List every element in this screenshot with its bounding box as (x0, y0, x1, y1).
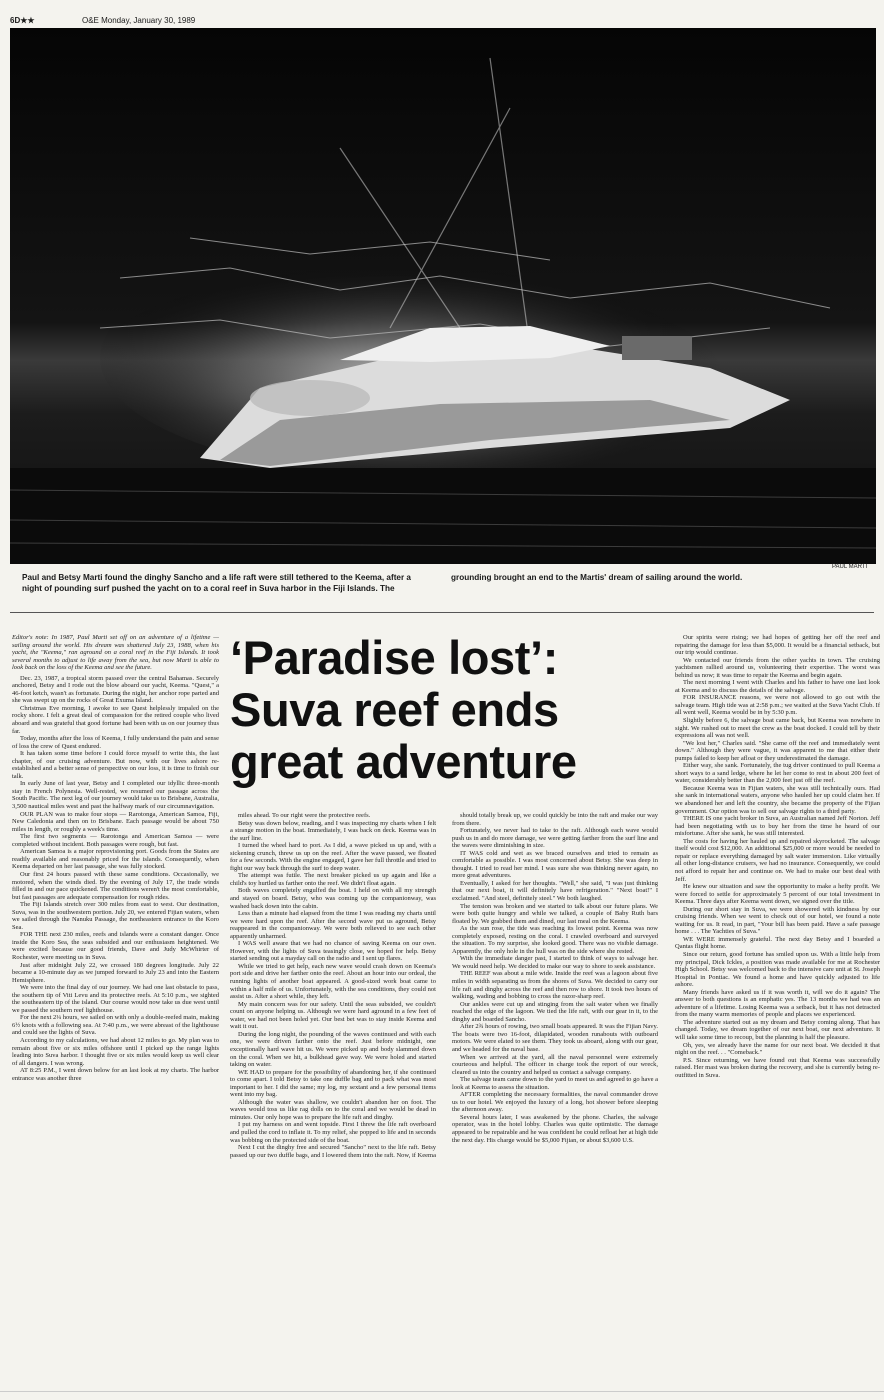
article-paragraph: Editor's note: In 1987, Paul Marti set off on an adventure of a lifetime — sailing around the world. His dream was shattered July 23, 1988, when his yacht, the "Keema," ran aground on a coral reef in the Fiji Islands. It took several months to adjust to life away from the sea, but now Marti is able to look back on the loss of the Keema and see the future. (12, 634, 219, 672)
wreck-photo (10, 28, 876, 564)
article-paragraph: The costs for having her hauled up and repaired skyrocketed. The salvage itself would cost $12,000. An additional $25,000 or more would be needed to repair or replace everything damaged by salt water immersion. Like virtually all other long-distance cruisers, we had no insurance. Consequently, we could not afford to repair her and continue on. We had to make our best deal with Jeff. (675, 837, 880, 883)
article-paragraph: I put my harness on and went topside. First I threw the life raft overboard and pulled the cord to inflate it. To my relief, she popped to life and in seconds was bobbing on the protected side of the boat. (230, 1121, 436, 1144)
article-paragraph: As the sun rose, the tide was reaching its lowest point. Keema was now completely exposed, resting on the coral. I crawled overboard and surveyed the situation. To my surprise, she looked good. There was no visible damage. Apparently, the only hole in the hull was on the side where she rested. (452, 925, 658, 955)
headline (230, 632, 666, 788)
article-column-4 (675, 634, 880, 1392)
article-paragraph: Our first 24 hours passed with these same conditions. Occasionally, we motored, when the winds died. By the evening of July 17, the trade winds filled in and our pace quickened. The conditions weren't the most comfortable, but fast passages are adequate compensation for rough rides. (12, 870, 219, 901)
article-paragraph: He knew our situation and saw the opportunity to make a hefty profit. We were forced to settle for approximately 5 percent of our total investment in Keema. Three days after Keema went down, we signed over the title. (675, 883, 880, 906)
article-paragraph: IT WAS cold and wet as we braced ourselves and tried to remain as comfortable as possible. I was most concerned about Betsy. She was deep in thought. I tried to read her mind. I was sure she was thinking never again, no more great adventures. (452, 849, 658, 880)
article-paragraph: The salvage team came down to the yard to meet us and agreed to go have a look at Keema to assess the situation. (452, 1076, 658, 1091)
article-paragraph: For the next 2¼ hours, we sailed on with only a double-reefed main, making 6½ knots with a following sea. At 7:40 p.m., we were abreast of the lighthouse and could see the lights of Suva. (12, 1014, 219, 1037)
photo-credit: PAUL MARTI (832, 564, 868, 570)
article-paragraph: The next morning I went with Charles and his father to have one last look at Keema and to discuss the details of the salvage. (675, 679, 880, 694)
article-paragraph: With the immediate danger past, I started to think of ways to salvage her. We would need help. We decided to make our way to shore to seek assistance. (452, 955, 658, 970)
article-paragraph: Several hours later, I was awakened by the phone. Charles, the salvage operator, was in the hotel lobby. Charles was quite optimistic. The damage appeared to be repairable and he was confident he could refloat her at high tide the next day. His charge would be $5,000 Fijian, or about $3,600 U.S. (452, 1113, 658, 1144)
article-paragraph: should totally break up, we could quickly be into the raft and make our way from there. (452, 812, 658, 827)
headline-line-1: ‘Paradise lost’: (230, 631, 558, 684)
article-paragraph: AFTER completing the necessary formalities, the naval commander drove us to our hotel. We enjoyed the luxury of a long, hot shower before sleeping the afternoon away. (452, 1091, 658, 1114)
article-paragraph: miles ahead. To our right were the protective reefs. (238, 812, 371, 819)
article-paragraph: Our ankles were cut up and stinging from the salt water when we finally reached the edge of the lagoon. We tied the life raft, with our gear in it, to the dinghy and boarded Sancho. (452, 1000, 658, 1023)
article-paragraph: Christmas Eve morning, I awoke to see Quest helplessly impaled on the rocky shore. I felt a great deal of compassion for the retired couple who lived aboard and was grateful that good fortune had been with us on our journey thus far. (12, 704, 219, 735)
photo-caption: Paul and Betsy Marti found the dinghy Sancho and a life raft were still tethered to the Keema, after a night of pounding surf pushed the yacht on to a coral reef in Suva harbor in the Fiji Islands. The grounding brought an end to the Martis' dream of sailing around the world. (22, 573, 743, 593)
article-paragraph: Betsy was down below, reading, and I was inspecting my charts when I felt a strange motion in the boat. Immediately, I was back on deck. Keema was in the surf line. (230, 819, 436, 842)
article-paragraph: During our short stay in Suva, we were showered with kindness by our cruising friends. When we went to check out of our hotel, we found a note waiting for us. It read, in part, "Your bill has been paid. Have a safe passage home . . . The Yachties of Suva." (675, 905, 880, 936)
article-paragraph: WE HAD to prepare for the possibility of abandoning her, if she continued to come apart. I told Betsy to take one duffle bag and to pack what was most important to her. I did the same; my log, my sextant and a few personal items went into my bag. (230, 1068, 436, 1099)
article-paragraph: We were into the final day of our journey. We had one last obstacle to pass, the southern tip of Viti Levu and its protective reefs. At 5:10 p.m., we sighted the southeastern tip of the island. Our course would now take us due west until we passed the southern reef lighthouse. (12, 984, 219, 1014)
article-paragraph: I turned the wheel hard to port. As I did, a wave picked us up and, with a sickening crunch, threw us up on the reef. After the wave passed, we floated for a few seconds. With the engine engaged, I gave her full throttle and tried to fight our way back through the surf to deep water. (230, 842, 436, 872)
article-paragraph: Fortunately, we never had to take to the raft. Although each wave would push us in and do more damage, we were getting farther from the surf line and the waves were diminishing in size. (452, 827, 658, 850)
article-paragraph: "We lost her," Charles said. "She came off the reef and immediately went down." Although they were vague, it was apparent to me that either their pumps failed to keep her afloat or they underestimated the damage. (675, 739, 880, 762)
article-paragraph: Our spirits were rising; we had hopes of getting her off the reef and repairing the damage for less than $5,000. It would be a financial setback, but our trip would continue. (675, 634, 880, 657)
page-number: 6D★★ (10, 16, 35, 25)
article-paragraph: THE REEF was about a mile wide. Inside the reef was a lagoon about five miles in width separating us from the shores of Suva. We decided to carry our life raft and dinghy across the reef and then row to shore. It took two hours of walking, wading and bobbing to cross the razor-sharp reef. (452, 970, 658, 1001)
article-paragraph: According to my calculations, we had about 12 miles to go. My plan was to remain about five or six miles offshore until I picked up the range lights leading into Suva harbor. I thought five or six miles would keep us well clear of all dangers. I was wrong. (12, 1036, 219, 1067)
wrecked-yacht-image (10, 28, 876, 564)
article-column-1 (12, 634, 219, 1392)
headline-line-2: Suva reef ends (230, 683, 559, 736)
article-paragraph: Today, months after the loss of Keema, I fully understand the pain and sense of loss the crew of Quest endured. (12, 735, 219, 750)
article-paragraph: The Fiji Islands stretch over 300 miles from east to west. Our destination, Suva, was in the southwestern portion. July 20, we entered Fijian waters, when we sailed through the Nanuku Passage, the northeastern entrance to the Koro Sea. (12, 901, 219, 931)
article-paragraph: Slightly before 6, the salvage boat came back, but Keema was nowhere in sight. We rushed out to meet the crew as the boat docked. I could tell by their expressions all was not well. (675, 717, 880, 740)
article-paragraph: P.S. Since returning, we have found out that Keema was successfully raised. Her mast was broken during the recovery, and she is currently being re-outfitted in Suva. (675, 1056, 880, 1079)
article-paragraph: Oh, yes, we already have the name for our next boat. We decided it that night on the reef. . . "Comeback." (675, 1041, 880, 1057)
article-paragraph: My main concern was for our safety. Until the seas subsided, we couldn't count on anyone helping us. Although we were hard aground in a few feet of water, we had not been holed yet. Our best bet was to stay inside Keema and wait it out. (230, 1000, 436, 1031)
article-paragraph: Because Keema was in Fijian waters, she was still technically ours. Had she sank in international waters, anyone who hauled her up could claim her. If we abandoned her and left the country, she became the property of the Fijian government. Our option was to sell our salvage rights to a third party. (675, 784, 880, 815)
article-paragraph: Eventually, I asked for her thoughts. "Well," she said, "I was just thinking that our next boat, it will definitely have refrigeration." "Next boat!" I exclaimed. "And steel, definitely steel." We both laughed. (452, 879, 658, 903)
section-divider (10, 612, 874, 613)
article-paragraph: THERE IS one yacht broker in Suva, an Australian named Jeff Norton. Jeff had been negotiating with us to buy her from the time he heard of our misfortune. After she sank, he was still interested. (675, 815, 880, 838)
article-paragraph: AT 8:25 P.M., I went down below for an last look at my charts. The harbor entrance was another three (12, 1067, 219, 1082)
article-paragraph: The tension was broken and we started to talk about our future plans. We were both quite hungry and while we talked, a couple of Baby Ruth bars floated by. We grabbed them and dined, our last meal on the Keema. (452, 902, 658, 925)
article-paragraph: Since our return, good fortune has smiled upon us. With a little help from my principal, Dick Ickles, a position was made available for me at Rochester High School. Betsy was welcomed back to the intensive care unit at St. Joseph Hospital in Pontiac. We found a home and have quickly adjusted to life ashore. (675, 950, 880, 989)
article-paragraph: When we arrived at the yard, all the naval personnel were extremely courteous and helpful. The officer in charge took the report of our wreck, cleared us into the country and helped us contact a salvage company. (452, 1053, 658, 1076)
article-paragraph: WE WERE immensely grateful. The next day Betsy and I boarded a Qantas flight home. (675, 935, 880, 951)
article-paragraph: Just after midnight July 22, we crossed 180 degrees longitude. July 22 became a 10-minute day as we jumped forward to July 23 and into the Eastern Hemisphere. (12, 961, 219, 984)
article-paragraph: Next I cut the dinghy free and secured "Sancho" next to the life raft. Betsy passed up our two duffle bags, and I lowered them into the raft. Now, if Keema (230, 1144, 436, 1159)
article-paragraph: The adventure started out as my dream and Betsy coming along. That has changed. Today, we dream together of our next boat, our next adventure. It will take some time to recoup, but the planning is half the pleasure. (675, 1018, 880, 1041)
article-paragraph: Many friends have asked us if it was worth it, will we do it again? The answer to both questions is an emphatic yes. The 13 months we had was an adventure of a lifetime. Losing Keema was a setback, but it has not detracted from the many warm memories of people and places we experienced. (675, 988, 880, 1019)
article-paragraph: American Samoa is a major reprovisioning port. Goods from the States are readily available and reasonably priced for the islands. Consequently, when Keema departed on her last passage, she was fully stocked. (12, 848, 219, 871)
article-paragraph: Both waves completely engulfed the boat. I held on with all my strength and stayed on board. Betsy, who was coming up the companionway, was washed back down into the cabin. (230, 887, 436, 910)
article-paragraph: Less than a minute had elapsed from the time I was reading my charts until we were hard upon the reef. After the second wave put us aground, Betsy reappeared in the companionway. We were both relieved to see each other apparently unharmed. (230, 910, 436, 940)
article-paragraph: The attempt was futile. The next breaker picked us up again and like a child's toy hurtled us farther onto the reef. We didn't float again. (230, 872, 436, 887)
article-paragraph: Either way, she sank. Fortunately, the tug driver continued to pull Keema a short ways to a sand ledge, where he let her come to rest in about 200 feet of water, considerably better than the 2,000 feet just off the reef. (675, 762, 880, 785)
article-paragraph: FOR INSURANCE reasons, we were not allowed to go out with the salvage team. High tide was at 2:58 p.m.; we waited at the Suva Yacht Club. If all went well, Keema would be in by 5:30 p.m. (675, 694, 880, 717)
article-paragraph: FOR THE next 230 miles, reefs and islands were a constant danger. Once inside the Koro Sea, the seas subsided and our enthusiasm heightened. We were excited because our good friends, Dave and Judy McWhirter of Rochester, were meeting us in Suva. (12, 931, 219, 961)
article-paragraph: Dec. 23, 1987, a tropical storm passed over the central Bahamas. Securely anchored, Betsy and I rode out the blow aboard our yacht, Keema. "Quest," a 46-foot ketch, wasn't as fortunate. During the night, her anchor rope parted and she was swept up on the rocks of Great Exuma Island. (12, 674, 219, 705)
article-paragraph: We contacted our friends from the other yachts in town. The cruising yachtsmen rallied around us, volunteering their expertise. The worst was behind us now; it was time to repair the Keema and begin again. (675, 656, 880, 679)
article-paragraph: During the long night, the pounding of the waves continued and with each one, we were driven farther onto the reef. Just before midnight, one exceptionally hard wave hit us. We were picked up and body slammed down on the coral. When we hit, a bulkhead gave way. We were holed and started taking on water. (230, 1030, 436, 1069)
article-column-3 (452, 812, 658, 1392)
article-paragraph: While we tried to get help, each new wave would crash down on Keema's port side and drive her farther onto the reef. About an hour into our ordeal, the running lights of another boat appeared. A good-sized work boat came to within a half mile of us. Unfortunately, with the sea conditions, they could not assist us. After a short while, they left. (230, 962, 436, 1001)
article-paragraph: It has taken some time before I could force myself to write this, the last chapter, of our cruising adventure. But now, with our lives ashore re-established and a better sense of perspective on our loss, it is time to finish our talk. (12, 750, 219, 780)
dateline: O&E Monday, January 30, 1989 (82, 16, 196, 25)
article-paragraph: OUR PLAN was to make four stops — Rarotonga, American Samoa, Fiji, New Caledonia and then on to Brisbane. Each passage would be about 750 miles in length, or roughly a week's time. (12, 810, 219, 833)
headline-line-3: great adventure (230, 735, 577, 788)
page-folio (10, 14, 874, 28)
article-paragraph: After 2¾ hours of rowing, two small boats appeared. It was the Fijian Navy. The boats were two 16-foot, dilapidated, wooden runabouts with outboard motors. We were elated to see them. They took us aboard, along with our gear, and we headed for the naval base. (452, 1023, 658, 1053)
article-paragraph: Although the water was shallow, we couldn't abandon her on foot. The waves would toss us like rag dolls on to the coral and we would be dead in minutes. Our only hope was to prepare the life raft and dinghy. (230, 1098, 436, 1121)
article-paragraph: In early June of last year, Betsy and I completed our idyllic three-month stay in French Polynesia. Well-rested, we resumed our passage across the South Pacific. The next leg of our journey would take us to Brisbane, Australia, 3,500 nautical miles west and past the halfway mark of our circumnavigation. (12, 780, 219, 811)
page-bottom-edge (0, 1391, 884, 1400)
article-paragraph: The first two segments — Rarotonga and American Samoa — were completed without incident. Both passages were rough, but fast. (12, 833, 219, 848)
article-column-2 (230, 812, 436, 1392)
article-paragraph: I WAS well aware that we had no chance of saving Keema on our own. However, with the lights of Suva teasingly close, we hoped for help. Betsy started sending out a mayday call on the radio and I sent up flares. (230, 940, 436, 963)
